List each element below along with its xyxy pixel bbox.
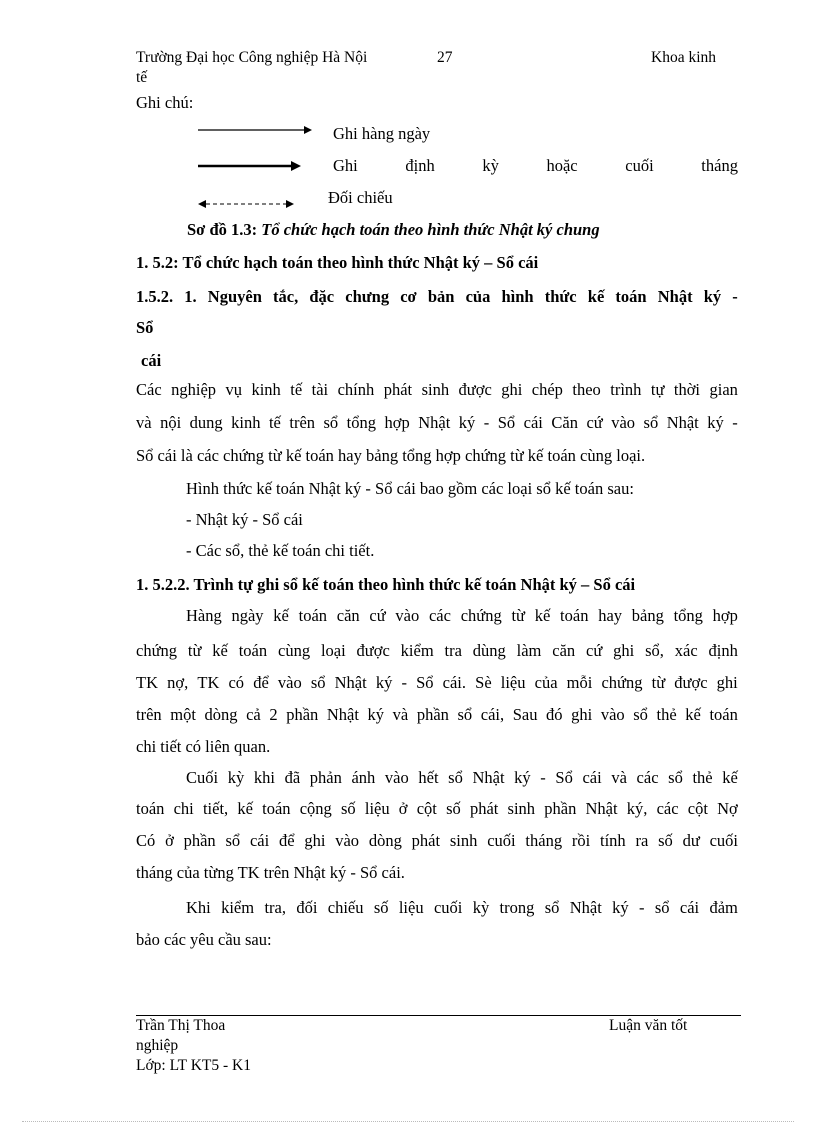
word: cơ <box>400 287 417 306</box>
word: - <box>732 413 738 432</box>
word: phần <box>416 705 449 724</box>
word: từ <box>511 606 525 625</box>
compare-arrow-icon <box>196 198 300 210</box>
word: Cuối <box>186 768 219 787</box>
word: cả <box>246 705 261 724</box>
word: TK <box>197 673 220 692</box>
paragraph-line <box>186 898 738 918</box>
word: toán <box>238 641 268 660</box>
section-heading-1-5-2: 1. 5.2: Tổ chức hạch toán theo hình thức Nhật ký – Sổ cái <box>136 253 539 272</box>
word: tài <box>311 380 329 399</box>
paragraph-line <box>186 768 738 788</box>
caption-prefix: Sơ đồ 1.3: <box>187 220 262 239</box>
word: được <box>458 380 492 399</box>
word: sổ <box>457 705 473 724</box>
word: chứng <box>460 606 502 625</box>
word: loại <box>320 641 346 660</box>
word: nghiệp <box>171 380 217 399</box>
word: Các <box>136 380 162 399</box>
paragraph-line <box>136 831 738 851</box>
paragraph-line: chi tiết có liên quan. <box>136 737 271 756</box>
word: Nhật <box>585 799 618 818</box>
word: vào <box>277 673 302 692</box>
word: trên <box>289 413 316 432</box>
word: ra <box>635 831 649 850</box>
word: tiết, <box>202 799 229 818</box>
word: các <box>636 768 659 787</box>
word: Nguyên <box>207 287 262 306</box>
word: ghi <box>571 705 593 724</box>
word: có <box>228 673 245 692</box>
word: ký <box>707 413 724 432</box>
word: toán <box>615 287 647 306</box>
legend-periodic-word: Ghi <box>333 156 358 175</box>
word: tự <box>650 380 665 399</box>
word: nội <box>160 413 182 432</box>
word: kiểm <box>221 898 255 917</box>
word: sinh <box>449 831 478 850</box>
word: sổ <box>654 898 670 917</box>
word: cuối <box>433 898 463 917</box>
word: từ <box>187 641 202 660</box>
word: và <box>136 413 152 432</box>
word: ký <box>367 705 385 724</box>
word: sổ <box>633 705 648 724</box>
footer-author: Trần Thị Thoa <box>136 1017 226 1034</box>
word: - <box>639 898 645 917</box>
word: toán <box>709 705 738 724</box>
word: Nợ <box>717 799 738 818</box>
word: Căn <box>551 413 578 432</box>
word: kinh <box>231 413 261 432</box>
word: Nhật <box>326 705 359 724</box>
word: theo <box>572 380 601 399</box>
word: cùng <box>278 641 311 660</box>
heading-line-3: cái <box>141 351 162 370</box>
word: của <box>465 287 491 306</box>
word: ký <box>458 413 476 432</box>
word: ở <box>398 799 408 818</box>
word: phần <box>286 705 319 724</box>
word: sổ <box>225 831 241 850</box>
word: 2 <box>269 705 278 724</box>
word: ở <box>165 831 174 850</box>
footer-divider <box>136 1015 741 1016</box>
legend-periodic-word: kỳ <box>482 156 499 175</box>
paragraph-line: tháng của từng TK trên Nhật ký - Sổ cái. <box>136 863 405 882</box>
word: cột <box>416 799 437 818</box>
word: và <box>611 768 627 787</box>
word: chứng <box>136 641 178 660</box>
word: Nhật <box>334 673 367 692</box>
word: Sổ <box>416 673 434 692</box>
word: toán <box>136 799 165 818</box>
paragraph-line <box>136 673 738 693</box>
word: trên <box>136 705 162 724</box>
word: kế <box>237 799 253 818</box>
word: trong <box>499 898 535 917</box>
word: kiểm <box>400 641 434 660</box>
word: chưng <box>345 287 390 306</box>
word: bản <box>427 287 455 306</box>
word: Có <box>136 831 156 850</box>
word: hợp <box>384 413 410 432</box>
word: cái, <box>480 705 505 724</box>
paragraph-line <box>136 705 738 725</box>
word: số <box>658 831 673 850</box>
word: của <box>534 673 558 692</box>
word: toán <box>560 606 589 625</box>
legend-title: Ghi chú: <box>136 93 194 112</box>
footer-thesis-continued: nghiệp <box>136 1037 179 1054</box>
paragraph-line: bảo các yêu cầu sau: <box>136 930 272 949</box>
word: sổ, <box>645 641 664 660</box>
word: Nhật <box>657 287 693 306</box>
word: cứ <box>369 606 386 625</box>
heading-line-2: Sổ <box>136 318 154 337</box>
word: ký <box>514 768 531 787</box>
periodic-arrow-icon <box>196 160 306 172</box>
word: kế <box>587 287 605 306</box>
word: căn <box>336 606 360 625</box>
word: số <box>446 799 461 818</box>
word: vụ <box>225 380 242 399</box>
paragraph-line <box>136 641 738 661</box>
word: liệu <box>364 799 390 818</box>
word: chi <box>173 799 194 818</box>
word: kế <box>722 768 738 787</box>
paragraph-line: Sổ cái là các chứng từ kế toán hay bảng tổng hợp chứng từ kế toán cùng loại. <box>136 446 646 465</box>
word: đối <box>296 898 318 917</box>
legend-periodic <box>333 156 738 176</box>
legend-periodic-word: tháng <box>701 156 738 175</box>
word: kỳ <box>472 898 490 917</box>
word: sổ <box>323 413 339 432</box>
legend-periodic-word: cuối <box>625 156 654 175</box>
word: cái <box>249 831 270 850</box>
word: cái <box>679 898 700 917</box>
word: vào <box>611 413 636 432</box>
section-heading-1-5-2-1 <box>136 287 738 307</box>
word: ngày <box>231 606 264 625</box>
word: để <box>278 831 295 850</box>
legend-compare: Đối chiếu <box>328 188 393 207</box>
word: chép <box>531 380 563 399</box>
word: tế <box>290 380 303 399</box>
word: chiếu <box>327 898 364 917</box>
word: cái <box>582 768 602 787</box>
word: ký <box>375 673 393 692</box>
word: đã <box>284 768 301 787</box>
word: 1.5.2. <box>136 287 174 306</box>
word: tra <box>444 641 462 660</box>
word: dư <box>682 831 700 850</box>
diagram-caption <box>187 220 600 240</box>
word: cuối <box>709 831 738 850</box>
word: mỗi <box>566 673 593 692</box>
word: được <box>356 641 390 660</box>
word: tắc, <box>273 287 299 306</box>
section-heading-1-5-2-2: 1. 5.2.2. Trình tự ghi sổ kế toán theo hình thức kế toán Nhật ký – Sổ cái <box>136 575 636 594</box>
word: nợ, <box>167 673 189 692</box>
word: 1. <box>184 287 197 306</box>
word: vào <box>600 705 625 724</box>
paragraph-line: Hình thức kế toán Nhật ký - Sổ cái bao gồm các loại sổ kế toán sau: <box>186 479 634 498</box>
word: kế <box>534 606 551 625</box>
word: tháng <box>525 831 563 850</box>
word: Sau <box>512 705 538 724</box>
word: kỳ <box>227 768 245 787</box>
word: ghi <box>501 380 523 399</box>
word: sổ <box>668 768 683 787</box>
word: gian <box>709 380 738 399</box>
word: cái <box>523 413 543 432</box>
word: TK <box>136 673 158 692</box>
word: phần <box>183 831 216 850</box>
word: số <box>341 799 356 818</box>
word: vào <box>335 831 360 850</box>
word: chính <box>337 380 375 399</box>
word: dung <box>189 413 223 432</box>
word: số <box>373 898 389 917</box>
word: đó <box>546 705 563 724</box>
word: kế <box>212 641 228 660</box>
page-number: 27 <box>437 49 453 66</box>
word: sổ <box>310 673 326 692</box>
daily-arrow-icon <box>196 124 316 136</box>
word: hợp <box>712 606 738 625</box>
legend-periodic-word: định <box>405 156 435 175</box>
word: tính <box>600 831 626 850</box>
word: các <box>656 799 679 818</box>
word: phần <box>544 799 577 818</box>
header-faculty: Khoa kinh <box>651 49 717 66</box>
legend-daily: Ghi hàng ngày <box>333 124 431 143</box>
word: cứ <box>586 413 603 432</box>
word: Sè <box>475 673 492 692</box>
word: sổ <box>448 768 463 787</box>
word: vào <box>384 768 409 787</box>
word: ký <box>703 287 722 306</box>
paragraph-line <box>136 413 738 433</box>
word: kinh <box>251 380 281 399</box>
word: - <box>401 673 407 692</box>
footer-thesis: Luận văn tốt <box>609 1017 688 1034</box>
word: khi <box>253 768 275 787</box>
word: dòng <box>204 705 238 724</box>
word: phản <box>309 768 342 787</box>
word: - <box>540 768 546 787</box>
list-item: - Các sổ, thẻ kế toán chi tiết. <box>186 541 375 560</box>
word: Nhật <box>418 413 451 432</box>
paragraph-line <box>136 380 738 400</box>
word: hay <box>598 606 623 625</box>
footer-class: Lớp: LT KT5 - K1 <box>136 1057 251 1074</box>
word: dòng <box>368 831 402 850</box>
word: tổng <box>346 413 376 432</box>
word: hết <box>418 768 439 787</box>
word: Nhật <box>472 768 505 787</box>
word: - <box>483 413 490 432</box>
word: từ <box>651 673 666 692</box>
word: căn <box>552 641 576 660</box>
word: phát <box>469 799 499 818</box>
word: liệu <box>398 898 424 917</box>
word: đảm <box>709 898 738 917</box>
word: làm <box>516 641 542 660</box>
word: thẻ <box>656 705 677 724</box>
word: dùng <box>472 641 506 660</box>
word: bảng <box>631 606 664 625</box>
word: ghi <box>304 831 326 850</box>
word: sổ <box>643 413 659 432</box>
word: sinh <box>421 380 450 399</box>
word: được <box>674 673 708 692</box>
word: phát <box>383 380 413 399</box>
word: tế <box>268 413 281 432</box>
word: phát <box>411 831 441 850</box>
word: Nhật <box>569 898 602 917</box>
word: đặc <box>309 287 335 306</box>
word: ánh <box>351 768 376 787</box>
word: tổng <box>673 606 703 625</box>
word: chứng <box>601 673 643 692</box>
word: tra, <box>264 898 286 917</box>
word: ký <box>612 898 629 917</box>
word: định <box>708 641 738 660</box>
paragraph-line <box>136 799 738 819</box>
word: sổ <box>544 898 560 917</box>
word: thời <box>673 380 701 399</box>
word: và <box>392 705 409 724</box>
word: toán <box>298 606 328 625</box>
word: cái. <box>442 673 467 692</box>
word: rồi <box>571 831 591 850</box>
paragraph-line <box>186 606 738 626</box>
word: toán <box>262 799 291 818</box>
word: kế <box>273 606 289 625</box>
word: thức <box>544 287 577 306</box>
word: - <box>732 287 738 306</box>
header-school: Trường Đại học Công nghiệp Hà Nội <box>136 49 368 66</box>
word: Sổ <box>497 413 516 432</box>
word: liệu <box>500 673 526 692</box>
word: sinh <box>507 799 536 818</box>
word: xác <box>674 641 698 660</box>
list-item: - Nhật ký - Sổ cái <box>186 510 303 529</box>
word: Sổ <box>555 768 573 787</box>
word: cứ <box>586 641 603 660</box>
word: vào <box>395 606 420 625</box>
word: trình <box>610 380 642 399</box>
legend-periodic-word: hoặc <box>546 156 578 175</box>
word: ghi <box>716 673 738 692</box>
caption-title: Tổ chức hạch toán theo hình thức Nhật ký chung <box>261 220 600 239</box>
word: kế <box>685 705 701 724</box>
word: cột <box>687 799 708 818</box>
word: một <box>170 705 196 724</box>
word: cuối <box>487 831 516 850</box>
header-faculty-continued: tế <box>136 69 148 86</box>
word: Khi <box>186 898 211 917</box>
word: để <box>253 673 269 692</box>
word: các <box>428 606 451 625</box>
word: hình <box>501 287 534 306</box>
word: Nhật <box>666 413 699 432</box>
word: ghi <box>613 641 635 660</box>
page-edge-divider <box>22 1121 794 1122</box>
word: ký, <box>626 799 648 818</box>
word: thẻ <box>692 768 713 787</box>
word: Hàng <box>186 606 222 625</box>
word: cộng <box>299 799 332 818</box>
